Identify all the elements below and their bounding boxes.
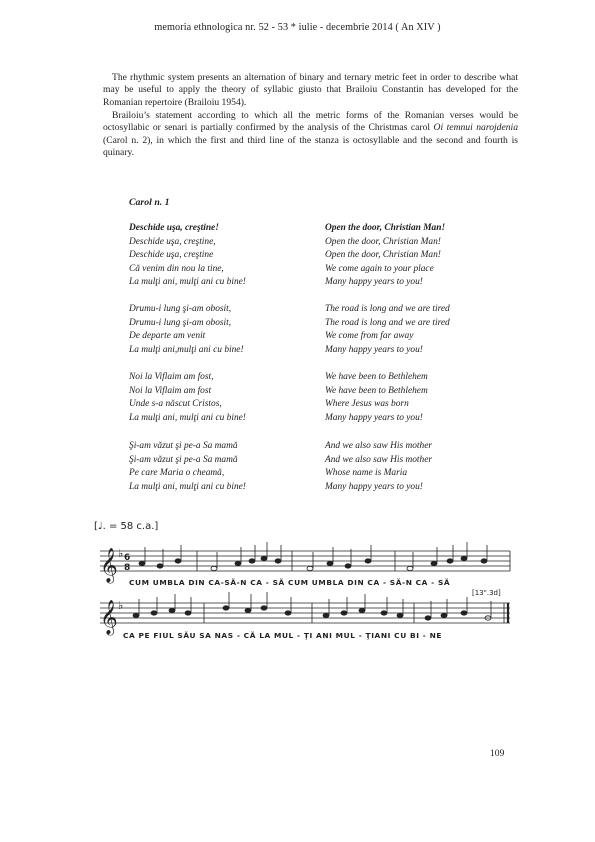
flat-icon: ♭ <box>118 547 124 560</box>
verse-line: Open the door, Christian Man! <box>325 236 441 247</box>
verse-line: Whose name is Maria <box>325 468 408 479</box>
time-signature-bottom: 8 <box>124 563 131 573</box>
paragraph-brailoiu-statement <box>103 110 518 160</box>
verse-line: Drumu-i lung şi-am obosit, <box>129 304 232 314</box>
stanza-4-romanian <box>129 440 246 494</box>
verse-line: Că venim din nou la tine, <box>129 263 224 274</box>
verse-line: We have been to Bethlehem <box>325 385 428 396</box>
verse-line: Pe care Maria o cheamă, <box>129 468 225 479</box>
stanza-2-english <box>325 303 450 357</box>
verse-line: Noi la Viflaim am fost <box>129 385 212 396</box>
paragraph-text: (Carol n. 2), in which the first and third line of the stanza is octosyllable and the second and fourth is quinary. <box>103 134 518 159</box>
carol-title-italic: Oi temnui narojdenia <box>433 122 518 134</box>
verse-line: Noi la Viflaim am fost, <box>129 372 214 382</box>
verse-line: We have been to Bethlehem <box>325 372 428 382</box>
verse-line: The road is long and we are tired <box>325 304 450 314</box>
verse-line: Deschide uşa, creştine <box>129 250 214 261</box>
verse-line: Şi-am văzut şi pe-a Sa mamă <box>129 454 238 465</box>
verse-line: Where Jesus was born <box>325 399 409 410</box>
verse-line: Drumu-i lung şi-am obosit, <box>129 317 232 328</box>
flat-icon: ♭ <box>118 599 124 612</box>
lyrics-line-1: CUM UMBLA DIN CA-SĂ-N CA - SĂ CUM UMBLA DIN CA - SĂ-N CA - SĂ <box>129 578 451 587</box>
verse-line: Unde s-a născut Cristos, <box>129 399 222 410</box>
stanza-3-english <box>325 371 428 425</box>
verse-line: Şi-am văzut şi pe-a Sa mamă <box>129 441 238 451</box>
stanza-1-english <box>325 222 445 290</box>
verse-line: And we also saw His mother <box>325 441 433 451</box>
tempo-marking: [♩. = 58 c.a.] <box>94 521 159 532</box>
verse-line: Open the door, Christian Man! <box>325 223 446 233</box>
verse-line: La mulţi ani, mulţi ani cu bine! <box>129 277 246 288</box>
lyrics-line-2: CA PE FIUL SĂU SA NAS - CĂ LA MUL - ŢI ANI MUL - ŢIANI CU BI - NE <box>123 631 442 640</box>
stanza-2-romanian <box>129 303 244 357</box>
verse-line: We come again to your place <box>325 263 434 274</box>
stanza-1-romanian <box>129 222 246 290</box>
verse-line: The road is long and we are tired <box>325 317 450 328</box>
running-header: memoria ethnologica nr. 52 - 53 * iulie - decembrie 2014 ( An XIV ) <box>154 22 441 33</box>
verse-line: And we also saw His mother <box>325 454 433 465</box>
treble-clef-icon: 𝄞 <box>100 600 118 635</box>
verse-line: La mulţi ani, mulţi ani cu bine! <box>129 481 246 492</box>
verse-line: Deschide uşa, creştine, <box>129 236 216 247</box>
verse-line: De departe am venit <box>129 331 206 342</box>
verse-line: La mulţi ani,mulţi ani cu bine! <box>129 344 244 355</box>
treble-clef-icon: 𝄞 <box>100 548 118 583</box>
verse-line: We come from far away <box>325 331 414 342</box>
paragraph-rhythmic-system: The rhythmic system presents an alternation of binary and ternary metric feet in order to describe what may be useful to apply the theory of syllabic giusto that Brailoiu Constantin has developed for the Romanian repertoire (Brailoiu 1954). <box>103 72 518 108</box>
time-signature-top: 6 <box>124 553 131 563</box>
verse-line: Deschide uşa, creştine! <box>129 223 219 233</box>
carol-title: Carol n. 1 <box>129 197 170 208</box>
paragraph-text: Brailoiu’s statement according to which all the metric forms of the Romanian verses would be octosyllabic or senari is partially confirmed by the analysis of the Christmas carol <box>103 110 518 134</box>
verse-line: La mulţi ani, mulţi ani cu bine! <box>129 412 246 423</box>
stanza-4-english <box>325 440 432 494</box>
verse-line: Many happy years to you! <box>325 481 423 492</box>
verse-line: Open the door, Christian Man! <box>325 250 441 261</box>
stanza-3-romanian <box>129 371 246 425</box>
verse-line: Many happy years to you! <box>325 344 423 355</box>
verse-line: Many happy years to you! <box>325 277 423 288</box>
duration-marking: [13".3d] <box>472 589 501 597</box>
page-number: 109 <box>490 748 505 759</box>
verse-line: Many happy years to you! <box>325 412 423 423</box>
